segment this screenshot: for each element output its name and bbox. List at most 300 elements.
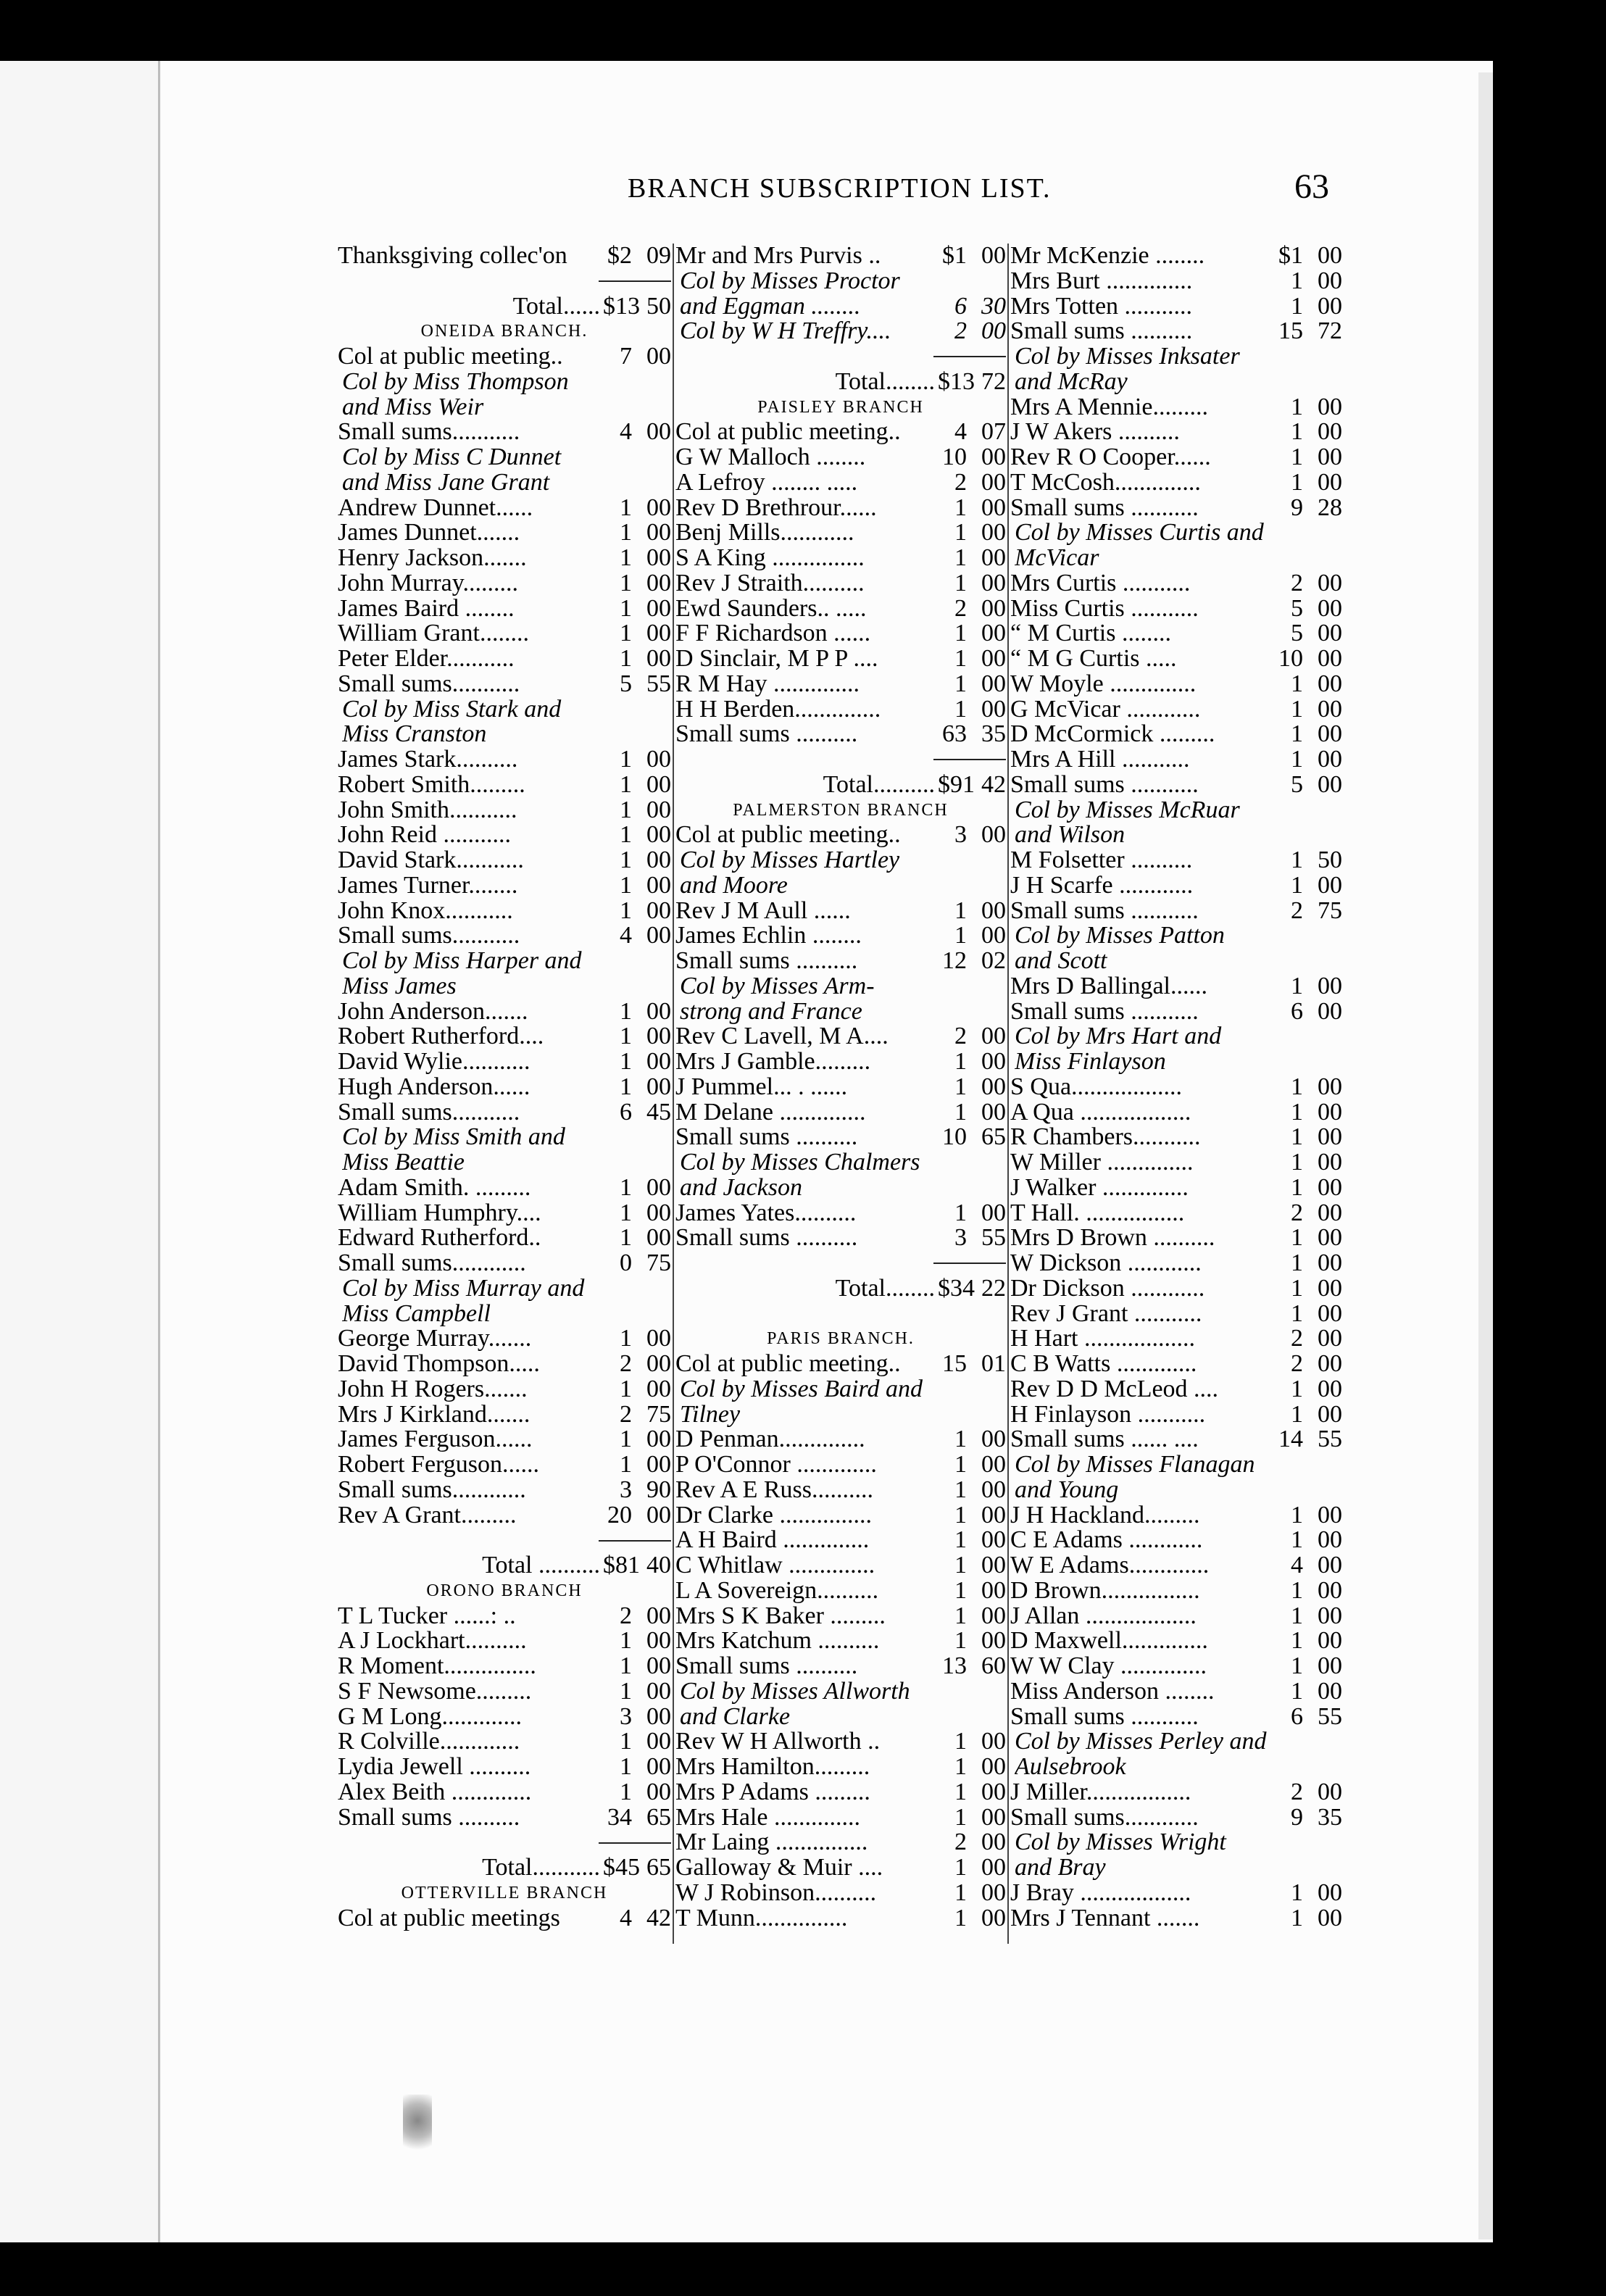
amount-dollars: 1 (1291, 1175, 1303, 1201)
amount-cents: 00 (981, 1200, 1006, 1226)
page-number: 63 (1294, 167, 1329, 206)
amount-dollars: 1 (1291, 973, 1303, 999)
subscriber-name: D Penman.............. (675, 1427, 865, 1452)
amount-dollars: 1 (954, 1502, 967, 1528)
collector-note (1010, 823, 1342, 848)
amount-cents: 07 (981, 420, 1006, 445)
subscriber-name: T Hall. ................ (1010, 1200, 1185, 1226)
collector-name: Col by Miss Smith and (342, 1125, 565, 1150)
collector-note (338, 949, 671, 974)
amount-cents: 00 (981, 520, 1006, 546)
subscription-row (675, 823, 1006, 848)
collector-name: and Scott (1015, 949, 1107, 974)
subscription-row (675, 319, 1006, 344)
amount-dollars: 2 (1291, 1779, 1303, 1805)
subscriber-name: James Dunnet....... (338, 520, 520, 546)
subscription-row (338, 1679, 671, 1705)
amount-dollars: 1 (1291, 1251, 1303, 1276)
collector-note (675, 999, 1006, 1025)
amount-cents: 00 (981, 1830, 1006, 1855)
amount-cents: 00 (981, 1805, 1006, 1831)
subscriber-name: Rev W H Allworth .. (675, 1729, 881, 1755)
amount-cents: 00 (1318, 722, 1342, 747)
rule-line (599, 1540, 671, 1542)
subscription-row (675, 571, 1006, 596)
amount-cents: 09 (646, 244, 671, 269)
amount-cents: 00 (646, 772, 671, 798)
amount-dollars: 1 (954, 1855, 967, 1881)
subscription-row (1010, 999, 1342, 1025)
subscription-row (1010, 773, 1342, 798)
subscription-row (1010, 1276, 1342, 1302)
subscriber-name: R Moment............... (338, 1654, 536, 1679)
subscription-row (1010, 974, 1342, 999)
branch-name: PAISLEY BRANCH (757, 397, 924, 417)
subscription-row (675, 1226, 1006, 1251)
collector-note (1010, 546, 1342, 571)
subscription-row (1010, 848, 1342, 873)
total-cents: 42 (981, 772, 1006, 798)
subscriber-name: W E Adams............. (1010, 1553, 1210, 1578)
book-spine (158, 61, 160, 2242)
subscription-row (338, 1654, 671, 1679)
amount-dollars: 1 (954, 1049, 967, 1075)
subscription-row (675, 697, 1006, 723)
collector-name: Miss Finlayson (1015, 1049, 1166, 1075)
subscriber-name: M Folsetter .......... (1010, 848, 1193, 873)
amount-dollars: 1 (620, 1376, 632, 1402)
collector-name: Col by Mrs Hart and (1015, 1024, 1222, 1049)
amount-cents: 00 (1318, 1553, 1342, 1578)
subscriber-name: Col at public meeting.. (675, 1352, 901, 1377)
subscription-row (675, 1629, 1006, 1654)
subscription-row (1010, 269, 1342, 294)
amount-cents: 00 (646, 1704, 671, 1730)
amount-cents: 00 (1318, 1200, 1342, 1226)
amount-dollars: 1 (620, 898, 632, 924)
amount-dollars: 1 (954, 1578, 967, 1604)
subscriber-name: John Murray......... (338, 570, 518, 596)
amount-cents: 00 (1318, 1679, 1342, 1705)
amount-dollars: 1 (1291, 445, 1303, 470)
amount-cents: 35 (981, 722, 1006, 747)
subscription-row (675, 1780, 1006, 1805)
branch-heading (675, 395, 1006, 420)
amount-cents: 00 (1318, 394, 1342, 420)
branch-heading (338, 1578, 671, 1604)
amount-dollars: 1 (954, 520, 967, 546)
amount-dollars: 4 (620, 923, 632, 949)
amount-cents: 00 (981, 646, 1006, 672)
amount-cents: 00 (981, 244, 1006, 269)
subscriber-name: Alex Beith ............. (338, 1779, 532, 1805)
subscription-row (1010, 1705, 1342, 1730)
subscription-row (1010, 244, 1342, 269)
subscription-row (338, 420, 671, 445)
amount-cents: 00 (646, 596, 671, 622)
amount-cents: 00 (1318, 999, 1342, 1025)
subscriber-name: H H Berden.............. (675, 696, 881, 723)
subscriber-name: Mrs J Gamble......... (675, 1049, 871, 1075)
subscription-row (338, 1805, 671, 1831)
subscription-row (675, 1654, 1006, 1679)
amount-dollars: 1 (1291, 1905, 1303, 1931)
subscription-row (1010, 1805, 1342, 1831)
subscriber-name: Dr Clarke ............... (675, 1502, 873, 1528)
amount-cents: 01 (981, 1352, 1006, 1377)
amount-dollars: 2 (1291, 570, 1303, 596)
amount-cents: 00 (981, 1427, 1006, 1452)
branch-total-row (675, 370, 1006, 395)
subscriber-name: C E Adams ............ (1010, 1528, 1203, 1553)
rule-line (933, 356, 1006, 357)
rule-line (933, 1263, 1006, 1264)
amount-dollars: 1 (1291, 1654, 1303, 1679)
subscriber-name: G W Malloch ........ (675, 445, 866, 470)
subscription-row (675, 420, 1006, 445)
subscriber-name: J H Hackland......... (1010, 1502, 1200, 1528)
amount-dollars: 1 (620, 1200, 632, 1226)
amount-cents: 00 (646, 1074, 671, 1100)
amount-dollars: 2 (954, 1024, 967, 1049)
subscriber-name: H Hart .................. (1010, 1326, 1195, 1352)
collector-name: Miss Campbell (342, 1301, 491, 1327)
subscriber-name: Small sums .......... (675, 1125, 858, 1150)
rule-line (599, 1842, 671, 1844)
subscriber-name: L A Sovereign.......... (675, 1578, 879, 1604)
collector-note (675, 1402, 1006, 1428)
subscription-row (1010, 420, 1342, 445)
amount-dollars: 14 (1278, 1427, 1303, 1452)
subscription-row (675, 1478, 1006, 1503)
subscriber-name: Small sums .......... (675, 949, 858, 974)
amount-cents: 00 (981, 1502, 1006, 1528)
subscriber-name: Edward Rutherford.. (338, 1226, 541, 1251)
subscriber-name: William Humphry.... (338, 1200, 541, 1226)
amount-cents: 00 (981, 1755, 1006, 1780)
subscription-row (1010, 1780, 1342, 1805)
subscriber-name: “ M G Curtis ..... (1010, 646, 1177, 672)
subscription-row (675, 949, 1006, 974)
subscriber-name: Adam Smith. ......... (338, 1175, 531, 1201)
collector-note (675, 974, 1006, 999)
subscription-row (1010, 621, 1342, 646)
subscriber-name: Rev C Lavell, M A.... (675, 1024, 889, 1049)
spacer-row (675, 1302, 1006, 1327)
subscriber-name: C B Watts ............. (1010, 1352, 1197, 1377)
collector-name: Col by Misses Patton (1015, 923, 1225, 949)
amount-dollars: 1 (620, 873, 632, 899)
subscription-row (338, 899, 671, 924)
subscriber-name: Mrs D Ballingal...... (1010, 973, 1207, 999)
amount-dollars: 1 (620, 1024, 632, 1049)
subscriber-name: Galloway & Muir .... (675, 1855, 883, 1881)
amount-dollars: 2 (954, 470, 967, 496)
collector-note (675, 1176, 1006, 1201)
subscriber-name: Mrs Burt .............. (1010, 268, 1193, 294)
subscriber-name: S A King ............... (675, 546, 865, 571)
subscriber-name: S F Newsome......... (338, 1679, 532, 1705)
amount-dollars: 4 (1291, 1553, 1303, 1578)
subscription-row (338, 1377, 671, 1402)
collector-name: Col by Misses McRuar (1015, 797, 1240, 823)
subscription-row (338, 1176, 671, 1201)
subscription-column-1 (338, 244, 671, 1931)
amount-dollars: 7 (620, 344, 632, 370)
collector-name: Col by Misses Perley and (1015, 1729, 1267, 1755)
amount-dollars: 1 (620, 1629, 632, 1654)
amount-dollars: 1 (620, 823, 632, 848)
amount-cents: 55 (1318, 1704, 1342, 1730)
subscriber-name: Robert Rutherford.... (338, 1024, 544, 1049)
subscription-row (338, 1452, 671, 1478)
amount-dollars: 1 (1291, 1276, 1303, 1302)
amount-cents: 00 (1318, 1226, 1342, 1251)
subscription-row (1010, 395, 1342, 420)
subscription-row (675, 722, 1006, 747)
subscription-row (675, 1049, 1006, 1075)
amount-dollars: 1 (1291, 873, 1303, 899)
subscriber-name: Small sums........... (338, 923, 520, 949)
amount-cents: 00 (646, 1427, 671, 1452)
amount-dollars: $1 (1278, 244, 1303, 269)
subscriber-name: Andrew Dunnet...... (338, 495, 533, 521)
subscriber-name: Small sums ........... (1010, 1704, 1199, 1730)
subscription-row (338, 1226, 671, 1251)
amount-dollars: 1 (620, 1326, 632, 1352)
amount-dollars: 1 (954, 1200, 967, 1226)
collector-note (1010, 344, 1342, 370)
collector-note (1010, 798, 1342, 823)
amount-cents: 42 (646, 1905, 671, 1931)
subscription-row (1010, 1075, 1342, 1100)
branch-total-row (338, 1553, 671, 1578)
subscription-row (338, 1201, 671, 1226)
amount-dollars: 2 (1291, 1200, 1303, 1226)
amount-dollars: 1 (1291, 1880, 1303, 1906)
amount-dollars: 1 (620, 1755, 632, 1780)
subscription-row (675, 1352, 1006, 1377)
subscription-row (338, 1352, 671, 1377)
subscription-row (675, 1906, 1006, 1931)
subscription-row (675, 899, 1006, 924)
subscriber-name: S Qua.................. (1010, 1074, 1183, 1100)
amount-cents: 00 (646, 1779, 671, 1805)
amount-dollars: 1 (1291, 394, 1303, 420)
rule-line (933, 759, 1006, 760)
total-dollars: $13 (603, 294, 640, 320)
subscriber-name: Mrs Curtis ........... (1010, 570, 1191, 596)
subscription-row (1010, 1226, 1342, 1251)
subscription-row (675, 621, 1006, 646)
collector-note (338, 1276, 671, 1302)
branch-heading (338, 1881, 671, 1906)
subscription-row (675, 923, 1006, 949)
amount-cents: 02 (981, 949, 1006, 974)
total-rule (338, 1830, 671, 1855)
amount-dollars: 10 (1278, 646, 1303, 672)
collector-name: and Miss Weir (342, 394, 484, 420)
subscriber-name: James Ferguson...... (338, 1427, 533, 1452)
collector-name: and Moore (680, 873, 788, 899)
subscriber-name: Mrs Hale .............. (675, 1805, 860, 1831)
amount-dollars: 1 (1291, 1502, 1303, 1528)
subscription-row (338, 1402, 671, 1428)
collector-name: Col by Misses Allworth (680, 1679, 910, 1705)
amount-cents: 00 (1318, 1603, 1342, 1629)
branch-total-row (675, 1276, 1006, 1302)
amount-dollars: 1 (620, 1679, 632, 1705)
amount-cents: 00 (981, 1452, 1006, 1478)
total-rule (675, 344, 1006, 370)
subscriber-name: Small sums ...... .... (1010, 1427, 1199, 1452)
amount-cents: 00 (646, 520, 671, 546)
subscriber-name: Small sums ........... (1010, 772, 1199, 798)
subscription-row (675, 1427, 1006, 1452)
subscription-row (338, 672, 671, 697)
subscriber-name: John H Rogers....... (338, 1376, 528, 1402)
collector-note (675, 1377, 1006, 1402)
subscriber-name: James Turner........ (338, 873, 518, 899)
amount-cents: 00 (646, 344, 671, 370)
collector-note (338, 370, 671, 395)
amount-dollars: 1 (1291, 1578, 1303, 1604)
subscription-column-3 (1010, 244, 1342, 1931)
subscriber-name: Mrs P Adams ......... (675, 1779, 870, 1805)
total-dollars: $45 (603, 1855, 640, 1881)
paper-blemish (403, 2095, 432, 2160)
amount-dollars: 5 (1291, 621, 1303, 646)
collector-name: Miss Beattie (342, 1150, 465, 1176)
amount-cents: 00 (646, 823, 671, 848)
amount-cents: 00 (646, 646, 671, 672)
subscription-row (1010, 1503, 1342, 1528)
collector-name: Col by Misses Arm- (680, 973, 875, 999)
page-edge (1478, 72, 1493, 2239)
subscription-row (675, 520, 1006, 546)
amount-cents: 00 (646, 1755, 671, 1780)
subscription-column-2 (675, 244, 1006, 1931)
amount-cents: 00 (981, 1099, 1006, 1126)
total-label: Total .......... (482, 1553, 600, 1578)
total-dollars: $91 (938, 772, 975, 798)
subscription-row (338, 798, 671, 823)
amount-dollars: 6 (620, 1099, 632, 1126)
branch-heading (675, 798, 1006, 823)
subscription-row (338, 923, 671, 949)
branch-name: PARIS BRANCH. (767, 1329, 915, 1349)
subscriber-name: Miss Anderson ........ (1010, 1679, 1215, 1705)
subscription-row (1010, 646, 1342, 672)
amount-dollars: 1 (954, 696, 967, 723)
subscriber-name: Benj Mills............ (675, 520, 854, 546)
amount-dollars: 1 (1291, 696, 1303, 723)
amount-cents: 00 (981, 1528, 1006, 1553)
amount-dollars: 1 (1291, 268, 1303, 294)
collector-name: Tilney (680, 1402, 741, 1428)
amount-cents: 00 (981, 898, 1006, 924)
subscriber-name: A H Baird .............. (675, 1528, 870, 1553)
amount-cents: 00 (981, 596, 1006, 622)
amount-dollars: 1 (1291, 848, 1303, 873)
amount-cents: 00 (646, 570, 671, 596)
amount-cents: 00 (646, 999, 671, 1025)
amount-dollars: 9 (1291, 495, 1303, 521)
amount-cents: 00 (646, 1654, 671, 1679)
amount-cents: 00 (1318, 1402, 1342, 1428)
amount-dollars: 1 (954, 923, 967, 949)
subscription-row (1010, 496, 1342, 521)
amount-cents: 00 (981, 470, 1006, 496)
amount-dollars: 10 (942, 445, 967, 470)
subscriber-name: D Brown................ (1010, 1578, 1200, 1604)
collector-note (1010, 1755, 1342, 1780)
amount-cents: 00 (981, 671, 1006, 697)
subscription-row (338, 1478, 671, 1503)
total-rule (675, 1251, 1006, 1276)
amount-dollars: 15 (942, 1352, 967, 1377)
total-label: Total........ (835, 369, 935, 395)
amount-dollars: 13 (942, 1654, 967, 1679)
subscription-row (1010, 1125, 1342, 1150)
amount-cents: 00 (981, 621, 1006, 646)
subscriber-name: David Wylie........... (338, 1049, 531, 1075)
amount-cents: 00 (646, 1376, 671, 1402)
subscription-row (338, 1251, 671, 1276)
subscription-row (338, 1604, 671, 1629)
collector-note (1010, 520, 1342, 546)
amount-dollars: 1 (954, 898, 967, 924)
amount-dollars: 12 (942, 949, 967, 974)
amount-cents: 00 (981, 1629, 1006, 1654)
amount-cents: 00 (981, 1024, 1006, 1049)
subscription-row (1010, 697, 1342, 723)
amount-cents: 72 (1318, 319, 1342, 344)
collector-note (338, 395, 671, 420)
subscription-row (338, 1075, 671, 1100)
amount-cents: 00 (646, 1679, 671, 1705)
collector-note (1010, 1452, 1342, 1478)
collector-note (338, 445, 671, 470)
subscriber-name: T McCosh.............. (1010, 470, 1201, 496)
subscriber-name: A J Lockhart.......... (338, 1629, 527, 1654)
collector-name: and Young (1015, 1477, 1119, 1503)
amount-cents: 65 (646, 1805, 671, 1831)
amount-cents: 00 (1318, 1376, 1342, 1402)
amount-dollars: 1 (954, 1603, 967, 1629)
branch-name: PALMERSTON BRANCH (733, 800, 949, 820)
subscriber-name: Rev J Straith.......... (675, 570, 865, 596)
subscription-row (338, 873, 671, 899)
amount-dollars: 6 (1291, 1704, 1303, 1730)
amount-dollars: 2 (620, 1402, 632, 1428)
subscriber-name: W J Robinson.......... (675, 1880, 877, 1906)
total-cents: 40 (646, 1553, 671, 1578)
subscriber-name: Mrs Hamilton......... (675, 1755, 870, 1780)
subscription-row (338, 1629, 671, 1654)
facing-page (0, 61, 161, 2242)
total-label: Total.......... (823, 772, 935, 798)
amount-cents: 00 (981, 495, 1006, 521)
amount-dollars: 10 (942, 1125, 967, 1150)
amount-dollars: 1 (1291, 1679, 1303, 1705)
amount-cents: 00 (981, 1049, 1006, 1075)
branch-name: ONEIDA BRANCH. (420, 322, 588, 341)
subscriber-name: Col at public meetings (338, 1905, 560, 1931)
amount-cents: 00 (981, 1603, 1006, 1629)
amount-cents: 00 (646, 747, 671, 773)
total-dollars: $34 (938, 1276, 975, 1302)
